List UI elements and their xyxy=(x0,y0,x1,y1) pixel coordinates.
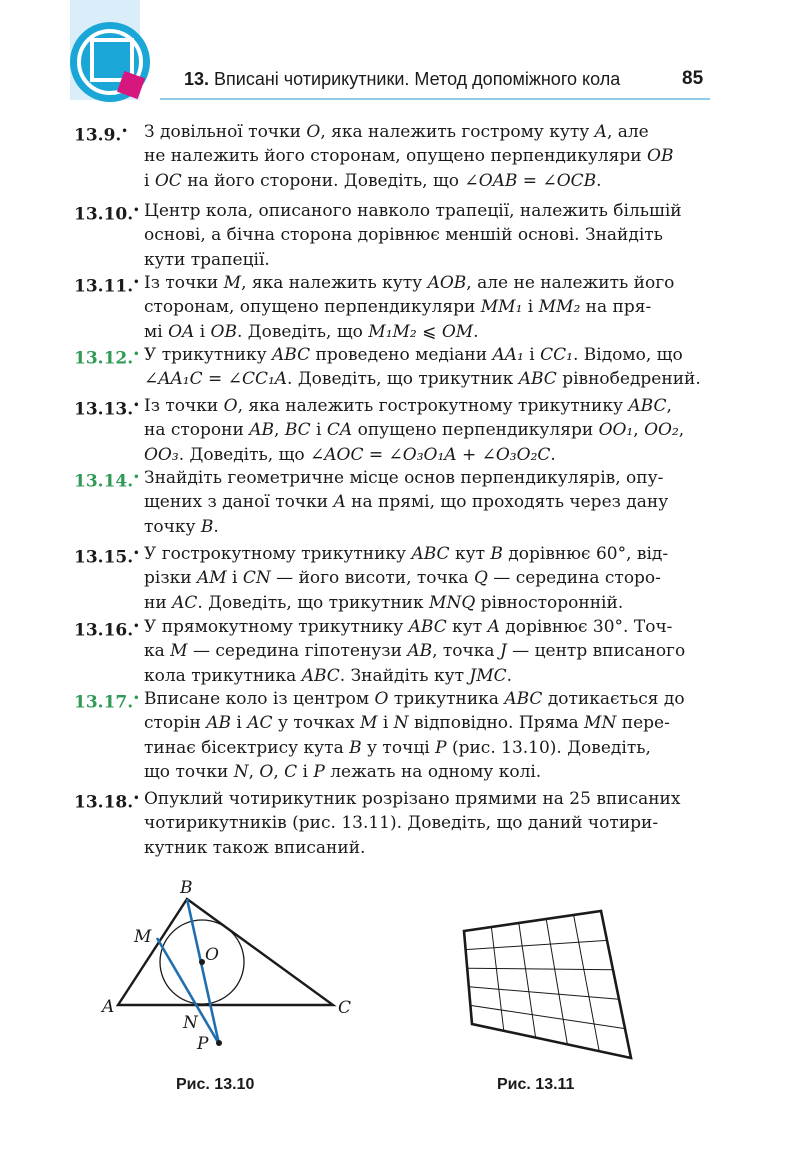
figure-13-11 xyxy=(455,905,645,1065)
problem-number: 13.9.• xyxy=(74,125,128,146)
problem-13-10 xyxy=(74,199,714,272)
problem-13-11 xyxy=(74,271,714,344)
problem-text-line: мі OA і OB. Доведіть, що M₁M₂ ⩽ OM. xyxy=(144,321,479,342)
chapter-title: 13. Вписані чотирикутники. Метод допоміжного кола xyxy=(184,69,621,89)
problem-text-line: Знайдіть геометричне місце основ перпендикулярів, опу- xyxy=(144,468,664,488)
label-p: P xyxy=(197,1034,209,1054)
problem-13-13 xyxy=(74,394,714,467)
problem-text-line: ка M — середина гіпотенузи AB, точка J — центр вписаного xyxy=(144,641,686,662)
label-n: N xyxy=(183,1013,198,1033)
grid-line-vertical xyxy=(519,923,536,1038)
problem-number: 13.16.• xyxy=(74,620,140,641)
problem-13-14 xyxy=(74,466,714,539)
problem-text-line: OO₃. Доведіть, що ∠AOC = ∠O₃O₁A + ∠O₃O₂C. xyxy=(144,444,556,465)
problem-number: 13.12.• xyxy=(74,348,140,369)
problem-13-17 xyxy=(74,687,714,784)
grid-line-horizontal xyxy=(467,968,613,970)
triangle-abc xyxy=(118,899,333,1005)
problem-13-15 xyxy=(74,542,714,615)
problem-number: 13.14.• xyxy=(74,471,140,492)
label-b: B xyxy=(180,878,193,898)
problem-text-line: і OC на його сторони. Доведіть, що ∠OAB = ∠OCB. xyxy=(144,170,602,191)
grid-line-vertical xyxy=(491,927,503,1031)
grid-line-vertical xyxy=(546,919,567,1044)
problem-text-line: У гострокутному трикутнику ABC кут B дорівнює 60°, від- xyxy=(144,544,669,564)
caption-13-10: Рис. 13.10 xyxy=(176,1076,255,1093)
problem-text-line: сторонам, опущено перпендикуляри MM₁ і MM₂ на пря- xyxy=(144,297,652,318)
problem-text-line: Вписане коло із центром O трикутника ABC дотикається до xyxy=(144,689,685,709)
figure-13-10 xyxy=(95,870,375,1070)
problem-text-line: сторін AB і AC у точках M і N відповідно. Пряма MN пере- xyxy=(144,713,670,734)
problem-text-line: точку B. xyxy=(144,516,219,537)
chapter-logo xyxy=(0,0,160,110)
problem-text-line: Опуклий чотирикутник розрізано прямими на 25 вписаних xyxy=(144,789,681,809)
problem-text-line: кола трикутника ABC. Знайдіть кут JMC. xyxy=(144,665,513,686)
problem-text-line: чотирикутників (рис. 13.11). Доведіть, що даний чотири- xyxy=(144,813,659,834)
problem-text-line: на сторони AB, BC і CA опущено перпендикуляри OO₁, OO₂, xyxy=(144,420,685,441)
problem-text-line: Із точки M, яка належить куту AOB, але не належить його xyxy=(144,273,675,293)
problem-number: 13.11.• xyxy=(74,276,140,297)
problem-text-line: кутник також вписаний. xyxy=(144,837,366,858)
problem-text-line: У трикутнику ABC проведено медіани AA₁ і CC₁. Відомо, що xyxy=(144,345,683,365)
problem-text-line: тинає бісектрису кута B у точці P (рис. 13.10). Доведіть, xyxy=(144,737,651,758)
problem-number: 13.18.• xyxy=(74,792,140,813)
label-o: O xyxy=(205,945,219,965)
problem-13-18 xyxy=(74,787,714,860)
problem-number: 13.17.• xyxy=(74,692,140,713)
problem-number: 13.13.• xyxy=(74,399,140,420)
problem-13-9 xyxy=(74,120,714,193)
point-p xyxy=(216,1040,222,1046)
label-m: M xyxy=(134,927,152,947)
quadrilateral-outline xyxy=(464,911,631,1058)
problem-text-line: що точки N, O, C і P лежать на одному колі. xyxy=(144,761,542,782)
problem-text-line: різки AM і CN — його висоти, точка Q — середина сторо- xyxy=(144,568,661,589)
problem-text-line: кути трапеції. xyxy=(144,249,270,270)
grid-line-vertical xyxy=(574,915,600,1051)
caption-13-11: Рис. 13.11 xyxy=(497,1076,575,1093)
grid-line-horizontal xyxy=(470,1005,625,1028)
header-divider xyxy=(160,98,710,100)
problem-text-line: ∠AA₁C = ∠CC₁A. Доведіть, що трикутник ABC рівнобедрений. xyxy=(144,369,701,390)
page-number: 85 xyxy=(682,68,704,89)
problem-text-line: основі, а бічна сторона дорівнює меншій основі. Знайдіть xyxy=(144,225,663,246)
problem-number: 13.10.• xyxy=(74,204,140,225)
problem-number: 13.15.• xyxy=(74,547,140,568)
quad-grid xyxy=(466,915,625,1051)
problem-text-line: У прямокутному трикутнику ABC кут A дорівнює 30°. Точ- xyxy=(144,617,673,637)
grid-line-horizontal xyxy=(466,940,607,949)
problem-text-line: Центр кола, описаного навколо трапеції, належить більшій xyxy=(144,201,682,221)
problem-text-line: ни AC. Доведіть, що трикутник MNQ рівносторонній. xyxy=(144,592,624,613)
label-c: C xyxy=(338,998,352,1018)
grid-line-horizontal xyxy=(469,987,619,999)
problem-13-12 xyxy=(74,343,714,392)
problem-text-line: Із точки O, яка належить гострокутному трикутнику ABC, xyxy=(144,396,672,416)
problem-text-line: щених з даної точки A на прямі, що проходять через дану xyxy=(144,492,669,513)
label-a: A xyxy=(102,997,115,1017)
problem-text-line: не належить його сторонам, опущено перпендикуляри OB xyxy=(144,146,674,167)
problem-13-16 xyxy=(74,615,714,688)
problem-text-line: З довільної точки O, яка належить гострому куту A, але xyxy=(144,122,649,142)
